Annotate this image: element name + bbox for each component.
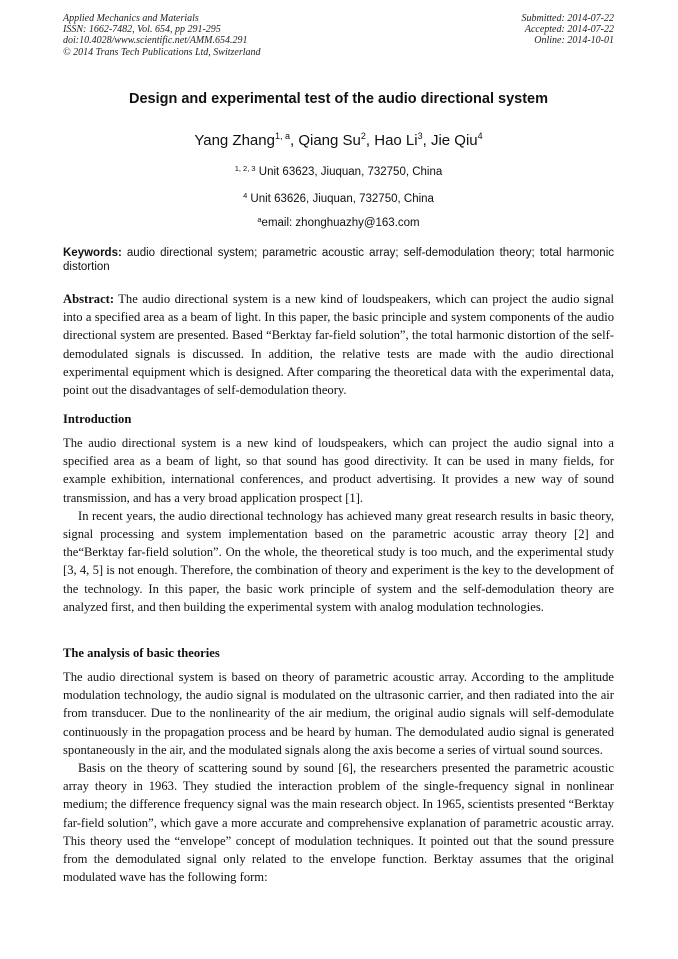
affiliation-mark: 4	[243, 191, 248, 200]
author-list	[63, 131, 614, 151]
online-date: Online: 2014-10-01	[534, 35, 614, 47]
publication-dates	[414, 13, 614, 47]
accepted-date: Accepted: 2014-07-22	[524, 24, 614, 36]
issn-line: ISSN: 1662-7482, Vol. 654, pp 291-295	[63, 24, 221, 36]
section-heading-introduction: Introduction	[63, 412, 132, 426]
affiliation-text: Unit 63626, Jiuquan, 732750, China	[247, 193, 434, 205]
affiliation-2	[63, 192, 614, 207]
author-separator: ,	[422, 132, 431, 149]
email-line	[63, 216, 614, 231]
author-affiliation-mark: 3	[417, 131, 423, 141]
section-introduction	[63, 434, 614, 616]
author-separator: ,	[365, 132, 375, 149]
email-mark: a	[257, 215, 262, 224]
journal-info	[63, 13, 363, 58]
affiliation-1	[63, 165, 614, 180]
section-heading-basic-theories: The analysis of basic theories	[63, 646, 220, 660]
abstract-label: Abstract:	[63, 292, 115, 306]
author-affiliation-mark: 1, a	[274, 131, 290, 141]
submitted-date: Submitted: 2014-07-22	[521, 13, 614, 24]
paragraph: The audio directional system is based on theory of parametric acoustic array. According to the amplitude modulation technology, the audio signal is modulated on the ultrasonic carrier, and then radiated into the air from transducer. Due to the nonlinearity of the air medium, the original audio signals will self-demodulate continuously in the propagation process and be heard by human. The demodulated audio signal is generated spontaneously in the air, and the modulated signals along the axis become a series of virtual sound sources.	[63, 670, 614, 757]
copyright-line: © 2014 Trans Tech Publications Ltd, Switzerland	[63, 46, 261, 58]
author-name: Hao Li	[374, 132, 418, 149]
author-affiliation-mark: 2	[360, 131, 366, 141]
journal-name: Applied Mechanics and Materials	[63, 13, 199, 24]
abstract-block	[63, 290, 614, 399]
abstract-text: The audio directional system is a new kind of loudspeakers, which can project the audio signal into a specified area as a beam of light. In this paper, the basic principle and system components of the audio directional system are presented. Based “Berktay far-field solution”, the total harmonic distortion of the self-demodulated signals is discussed. In addition, the relative tests are made with the audio directional experimental equipment which is designed. After comparing the theoretical data with the experimental data, point out the disadvantages of self-demodulation theory.	[63, 292, 614, 398]
keywords-text: audio directional system; parametric acoustic array; self-demodulation theory; total harmonic distortion	[63, 247, 614, 273]
email-text[interactable]: email: zhonghuazhy@163.com	[261, 217, 420, 229]
author-name: Yang Zhang	[194, 132, 275, 149]
author-separator: ,	[289, 132, 299, 149]
affiliation-text: Unit 63623, Jiuquan, 732750, China	[255, 166, 443, 178]
paragraph: Basis on the theory of scattering sound by sound [6], the researchers presented the parametric acoustic array theory in 1963. They studied the interaction problem of the single-frequency signal in nonlinear medium; the difference frequency signal was the main research object. In 1965, scientists presented “Berktay far-field solution”, which gave a more accurate and comprehensive explanation of parametric acoustic array. This theory used the “envelope” concept of modulation techniques. It pointed out that the sound pressure from the demodulated signal only related to the envelope function. Berktay assumes that the original modulated wave has the following form:	[63, 761, 614, 885]
author-affiliation-mark: 4	[477, 131, 483, 141]
paragraph: In recent years, the audio directional technology has achieved many great research results in basic theory, signal processing and system implementation based on the parametric acoustic array theory [2] and the“Berktay far-field solution”. On the whole, the theoretical study is too much, and the experimental study [3, 4, 5] is not enough. Therefore, the combination of theory and experiment is the key to the development of the technology. In this paper, the basic work principle of system and the self-demodulation theory are analyzed first, and then building the experimental system with analog modulation technologies.	[63, 508, 614, 614]
keywords-label: Keywords:	[63, 247, 122, 259]
author-name: Qiang Su	[298, 132, 361, 149]
doi-line[interactable]: doi:10.4028/www.scientific.net/AMM.654.291	[63, 35, 248, 47]
affiliation-mark: 1, 2, 3	[234, 164, 256, 173]
paper-title: Design and experimental test of the audio directional system	[129, 91, 548, 107]
section-basic-theories	[63, 668, 614, 886]
keywords-block	[63, 246, 614, 274]
paragraph: The audio directional system is a new kind of loudspeakers, which can project the audio signal into a specified area as a beam of light, so that sound has good directivity. It can be used in many fields, for example exhibition, international conferences, and product advertising. It provides a new way of sound transmission, and has a very broad application prospect [1].	[63, 436, 614, 505]
author-name: Jie Qiu	[430, 132, 478, 149]
